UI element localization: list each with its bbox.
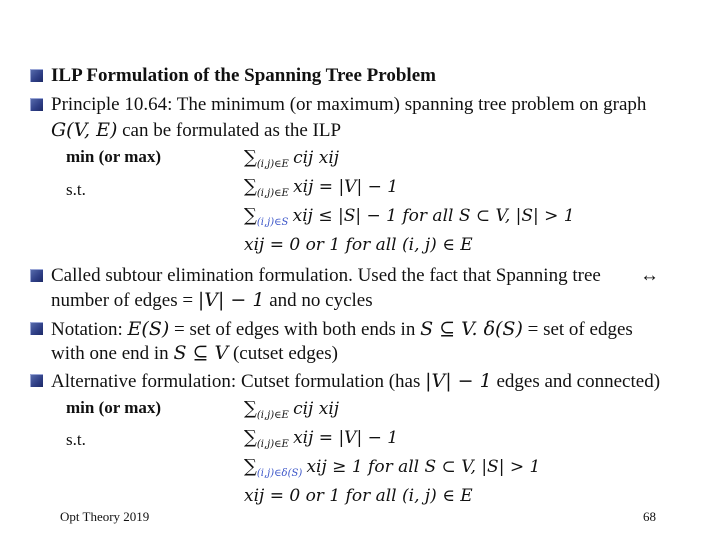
f2-constraint-1: $\sum_{(i,j)\in E}$ xij = |V| − 1 [244,427,399,450]
footer-course: Opt Theory 2019 [60,509,150,524]
principle-line-2 [51,119,341,142]
f1-st-label: s.t. [66,180,86,199]
f2-constraint-3: xij = 0 or 1 for all (i, j) ∈ E [244,486,473,506]
f2-objective: $\sum_{(i,j)\in E}$ cij xij [244,398,340,421]
principle-line-1: Principle 10.64: The minimum (or maximum) spanning tree problem on graph [51,94,647,115]
notation-line-1: Notation: E(S) = set of edges with both ends in S ⊆ V. δ(S) = set of edges [51,318,633,340]
checkbox-bullet-icon [30,98,43,111]
checkbox-bullet-icon [30,269,43,282]
subtour-line-2: number of edges = |V| − 1 and no cycles [51,289,373,311]
graph-notation: G(V, E) [51,119,118,141]
checkbox-bullet-icon [30,374,43,387]
f2-objective-label: min (or max) [66,398,162,417]
checkbox-bullet-icon [30,69,43,82]
f1-constraint-3: xij = 0 or 1 for all (i, j) ∈ E [244,235,473,255]
f1-constraint-1: $\sum_{(i,j)\in E}$ xij = |V| − 1 [244,176,399,199]
checkbox-bullet-icon [30,322,43,335]
f1-objective: $\sum_{(i,j)\in E}$ cij xij [244,147,340,170]
notation-line-2: with one end in S ⊆ V (cutset edges) [51,342,338,364]
principle-line-2-text: can be formulated as the ILP [117,120,342,141]
f1-objective-label: min (or max) [66,147,162,166]
page-number: 68 [643,509,656,524]
f2-st-label: s.t. [66,430,86,449]
slide-title: ILP Formulation of the Spanning Tree Problem [51,65,436,86]
f2-constraint-2: $\sum_{(i,j)\in\delta(S)}$ xij ≥ 1 for all S ⊂ V, |S| > 1 [244,456,541,479]
alternative-line: Alternative formulation: Cutset formulation (has |V| − 1 edges and connected) [51,370,661,392]
equivalence-arrow-icon: ↔ [640,265,659,286]
f1-constraint-2: $\sum_{(i,j)\in S}$ xij ≤ |S| − 1 for all S ⊂ V, |S| > 1 [244,205,575,228]
subtour-line-1: Called subtour elimination formulation. Used the fact that Spanning tree [51,265,601,286]
